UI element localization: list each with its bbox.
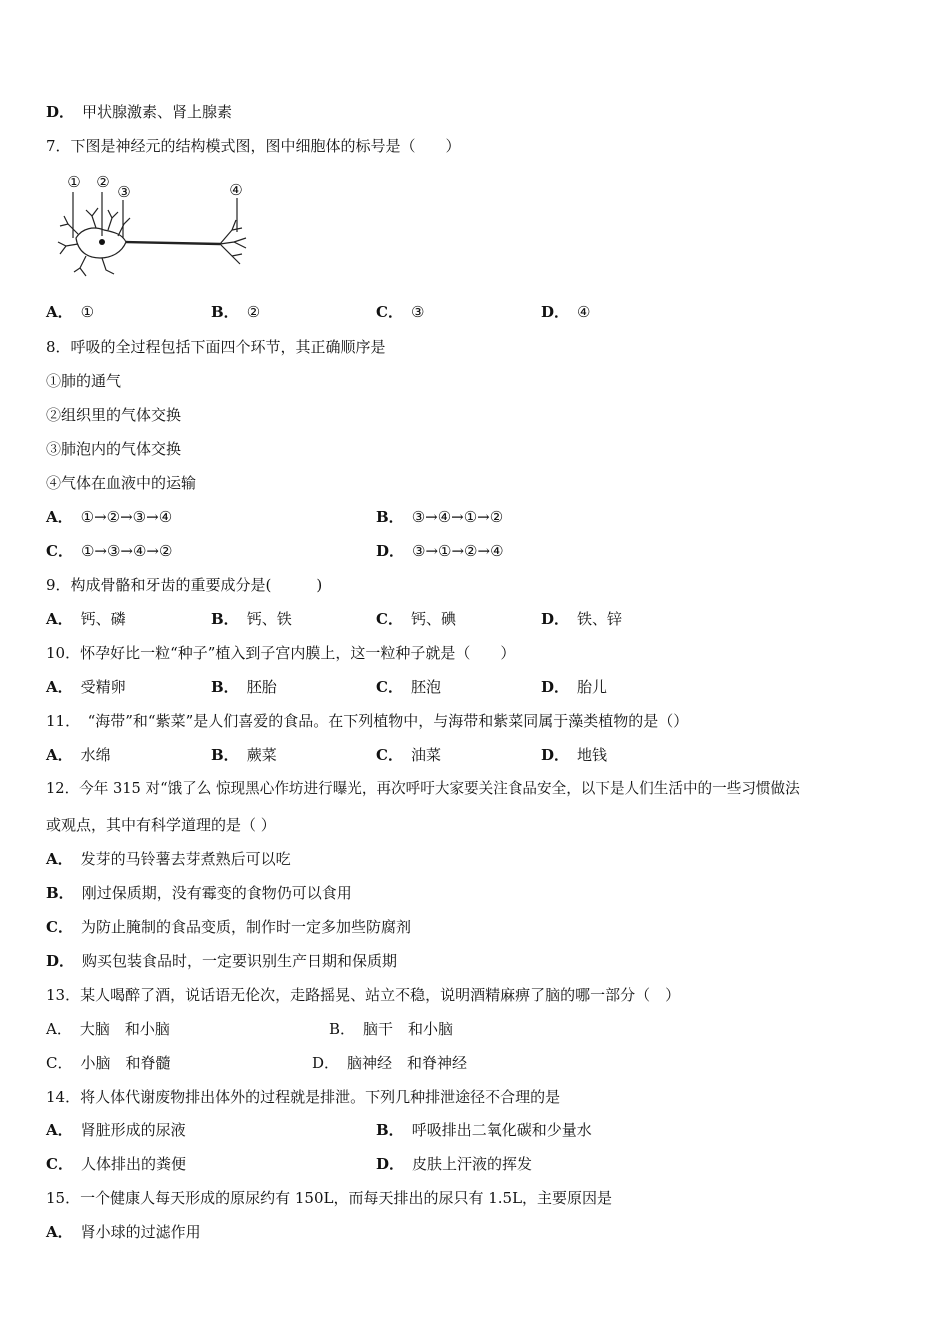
q7-option-d[interactable]: D． ④	[541, 303, 591, 321]
question-10-stem: 10．怀孕好比一粒“种子”植入到子宫内膜上，这一粒种子就是（ ）	[46, 644, 516, 662]
q8-item-2: ②组织里的气体交换	[46, 406, 182, 424]
q14-option-d[interactable]: D． 皮肤上汗液的挥发	[376, 1155, 533, 1173]
q13-option-b[interactable]: B． 脑干 和小脑	[329, 1020, 454, 1038]
q8-item-4: ④气体在血液中的运输	[46, 474, 197, 492]
q9-option-b[interactable]: B． 钙、铁	[211, 610, 292, 628]
q15-option-a[interactable]: A． 肾小球的过滤作用	[46, 1223, 201, 1241]
nucleus	[99, 239, 105, 245]
q8-item-3: ③肺泡内的气体交换	[46, 440, 182, 458]
label-3: ③	[117, 183, 131, 201]
question-8-stem: 8．呼吸的全过程包括下面四个环节，其正确顺序是	[46, 338, 386, 356]
q12-option-a[interactable]: A． 发芽的马铃薯去芽煮熟后可以吃	[46, 850, 291, 868]
neuron-diagram	[56, 172, 256, 280]
q8-option-c[interactable]: C． ①→③→④→②	[46, 542, 173, 560]
question-11-stem: 11． “海带”和“紫菜”是人们喜爱的食品。在下列植物中，与海带和紫菜同属于藻类植物的是（）	[46, 712, 689, 730]
option-d-prev: D． 甲状腺激素、肾上腺素	[46, 103, 233, 121]
q10-option-a[interactable]: A． 受精卵	[46, 678, 126, 696]
question-15-stem: 15．一个健康人每天形成的原尿约有 150L，而每天排出的尿只有 1.5L，主要原因是	[46, 1189, 613, 1207]
q13-option-c[interactable]: C． 小脑 和脊髓	[46, 1054, 171, 1072]
q11-option-d[interactable]: D． 地钱	[541, 746, 608, 764]
q8-option-a[interactable]: A． ①→②→③→④	[46, 508, 173, 526]
q12-option-c[interactable]: C． 为防止腌制的食品变质，制作时一定多加些防腐剂	[46, 918, 411, 936]
q13-option-a[interactable]: A． 大脑 和小脑	[46, 1020, 170, 1038]
q9-option-a[interactable]: A． 钙、磷	[46, 610, 126, 628]
q11-option-b[interactable]: B． 蕨菜	[211, 746, 277, 764]
q12-option-d[interactable]: D． 购买包装食品时，一定要识别生产日期和保质期	[46, 952, 398, 970]
q11-option-c[interactable]: C． 油菜	[376, 746, 441, 764]
question-12-stem-line1: 12．今年 315 对“饿了么 惊现黑心作坊进行曝光，再次呼吁大家要关注食品安全，以下是人们生活中的一些习惯做法	[46, 780, 800, 797]
q7-option-c[interactable]: C． ③	[376, 303, 425, 321]
label-4: ④	[229, 181, 243, 199]
q9-option-c[interactable]: C． 钙、碘	[376, 610, 456, 628]
q14-option-a[interactable]: A． 肾脏形成的尿液	[46, 1121, 186, 1139]
q12-option-b[interactable]: B． 刚过保质期，没有霉变的食物仍可以食用	[46, 884, 352, 902]
q7-option-a[interactable]: A． ①	[46, 303, 95, 321]
question-12-stem-line2: 或观点，其中有科学道理的是（ ）	[46, 816, 276, 834]
q7-option-b[interactable]: B． ②	[211, 303, 261, 321]
q8-option-b[interactable]: B． ③→④→①→②	[376, 508, 504, 526]
q8-item-1: ①肺的通气	[46, 372, 122, 390]
question-9-stem: 9．构成骨骼和牙齿的重要成分是( )	[46, 576, 323, 594]
question-13-stem: 13．某人喝醉了酒，说话语无伦次，走路摇晃、站立不稳，说明酒精麻痹了脑的哪一部分（ ）	[46, 986, 681, 1004]
label-1: ①	[67, 173, 81, 191]
q11-option-a[interactable]: A． 水绵	[46, 746, 111, 764]
question-14-stem: 14．将人体代谢废物排出体外的过程就是排泄。下列几种排泄途径不合理的是	[46, 1088, 561, 1106]
q14-option-c[interactable]: C． 人体排出的粪便	[46, 1155, 186, 1173]
q10-option-d[interactable]: D． 胎儿	[541, 678, 608, 696]
q8-option-d[interactable]: D． ③→①→②→④	[376, 542, 504, 560]
label-2: ②	[96, 173, 110, 191]
axon	[126, 242, 220, 244]
q14-option-b[interactable]: B． 呼吸排出二氧化碳和少量水	[376, 1121, 592, 1139]
q9-option-d[interactable]: D． 铁、锌	[541, 610, 623, 628]
q13-option-d[interactable]: D． 脑神经 和脊神经	[312, 1054, 468, 1072]
q10-option-c[interactable]: C． 胚泡	[376, 678, 441, 696]
q10-option-b[interactable]: B． 胚胎	[211, 678, 277, 696]
question-7-stem: 7．下图是神经元的结构模式图，图中细胞体的标号是（ ）	[46, 137, 461, 155]
